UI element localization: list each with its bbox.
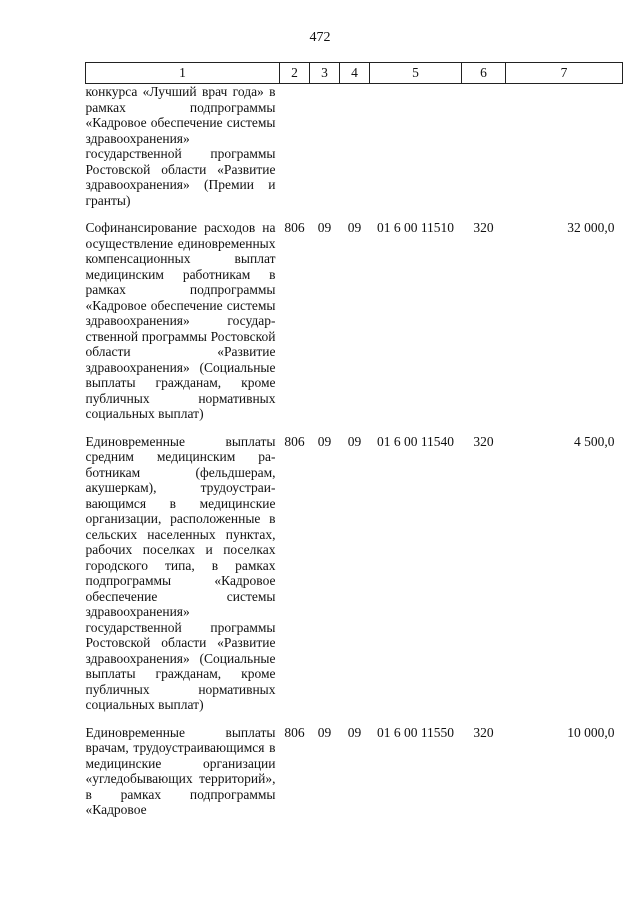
row-subsection-code [340,84,370,221]
row-subsection-code: 09 [347,724,362,740]
row-target-article: 01 6 00 11540 [376,433,455,449]
page-number: 472 [309,30,331,45]
row-amount: 10 000,0 [567,724,615,740]
column-header-section: 3 [310,63,340,84]
row-ministry-code: 806 [284,220,305,235]
budget-table [85,62,623,818]
row-description: Софинансирование расходов на осуществление единовременных компенсационных выплат медицинским работникам в рамках подпрограммы «Кадровое обеспечение системы здравоохранения» государственной программы Ростовской области «Развитие здравоохранения» (Социальные выплаты гражданам, кроме публичных нормативных социальных выплат) [85,220,276,421]
row-description: конкурса «Лучший врач года» в рамках подпрограммы «Кадровое обеспечение системы здравоохранения» государственной программы Ростовской области «Развитие здравоохранения» (Премии и гранты) [85,84,276,208]
column-header-description: 1 [86,63,280,84]
row-amount: 4 500,0 [574,433,615,449]
row-section-code: 09 [317,220,332,235]
row-amount: 32 000,0 [567,220,615,235]
table-header-row [86,63,623,84]
row-amount [506,84,623,221]
table-row [86,220,623,434]
row-ministry-code: 806 [284,724,305,740]
row-ministry-code: 806 [284,433,305,449]
column-header-target-article: 5 [370,63,462,84]
column-header-ministry: 2 [280,63,310,84]
column-header-amount: 7 [506,63,623,84]
row-ministry-code [280,84,310,221]
table-row [86,725,623,818]
row-section-code: 09 [317,433,332,449]
column-header-subsection: 4 [340,63,370,84]
row-target-article: 01 6 00 11510 [376,220,455,235]
column-header-expense-type: 6 [462,63,506,84]
row-expense-type [462,84,506,221]
row-description: Единовременные выплаты средним медицинским работникам (фельдшерам, акушеркам), трудоустраивающимся в медицинские организации, расположенные в сельских населенных пунктах, рабочих поселках и поселках городского типа, в рамках подпрограммы «Кадровое обеспечение системы здравоохранения» государственной программы Ростовской области «Развитие здравоохранения» (Социальные выплаты гражданам, кроме публичных нормативных социальных выплат) [85,433,276,712]
row-section-code: 09 [317,724,332,740]
row-section-code [310,84,340,221]
row-subsection-code: 09 [347,220,362,235]
row-expense-type: 320 [473,724,494,740]
table-row [86,434,623,725]
row-expense-type: 320 [473,433,494,449]
table-row [86,84,623,221]
row-target-article: 01 6 00 11550 [376,724,455,740]
row-expense-type: 320 [473,220,494,235]
row-description: Единовременные выплаты врачам, трудоустраивающимся в медицинские организации «угледобывающих территорий», в рамках подпрограммы «Кадровое [85,724,276,817]
row-target-article [370,84,462,221]
row-subsection-code: 09 [347,433,362,449]
